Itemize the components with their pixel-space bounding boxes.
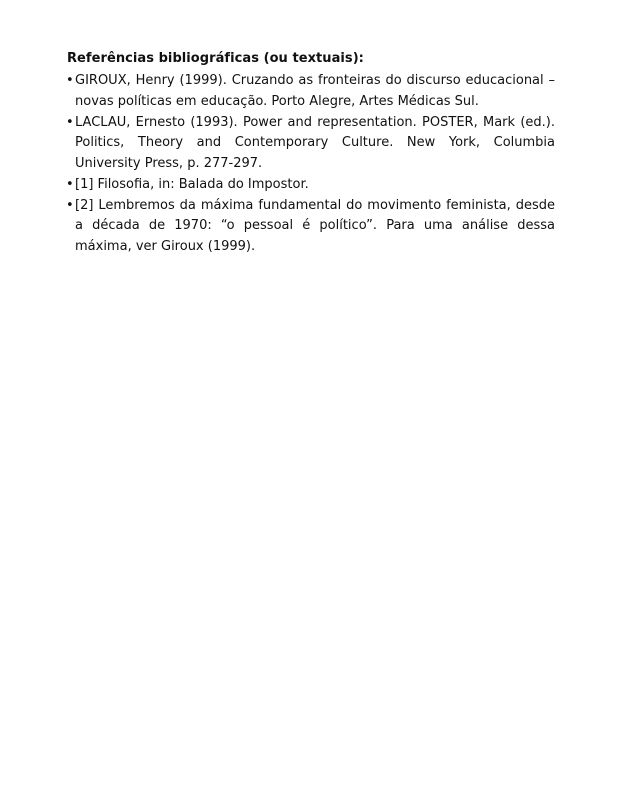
reference-item-note-1 xyxy=(67,175,555,196)
reference-item-laclau xyxy=(67,113,555,175)
references-section xyxy=(67,49,555,258)
references-heading: Referências bibliográficas (ou textuais): xyxy=(67,51,364,66)
references-list xyxy=(67,71,555,257)
reference-text: [2] Lembremos da máxima fundamental do movimento feminista, desde a década de 1970: “o pessoal é político”. Para uma análise dessa máxima, ver Giroux (1999). xyxy=(75,197,555,254)
bullet-icon: • xyxy=(66,197,74,213)
bullet-icon: • xyxy=(66,73,74,88)
reference-text: LACLAU, Ernesto (1993). Power and representation. POSTER, Mark (ed.). Politics, Theory and Contemporary Culture. New York, Columbia University Press, p. 277-297. xyxy=(75,114,555,171)
reference-item-giroux xyxy=(67,71,555,112)
reference-item-note-2 xyxy=(67,196,555,258)
reference-text: [1] Filosofia, in: Balada do Impostor. xyxy=(75,176,309,192)
bullet-icon: • xyxy=(66,114,74,130)
reference-text: GIROUX, Henry (1999). Cruzando as fronteiras do discurso educacional – novas políticas em educação. Porto Alegre, Artes Médicas Sul. xyxy=(75,73,555,109)
bullet-icon: • xyxy=(66,176,74,192)
